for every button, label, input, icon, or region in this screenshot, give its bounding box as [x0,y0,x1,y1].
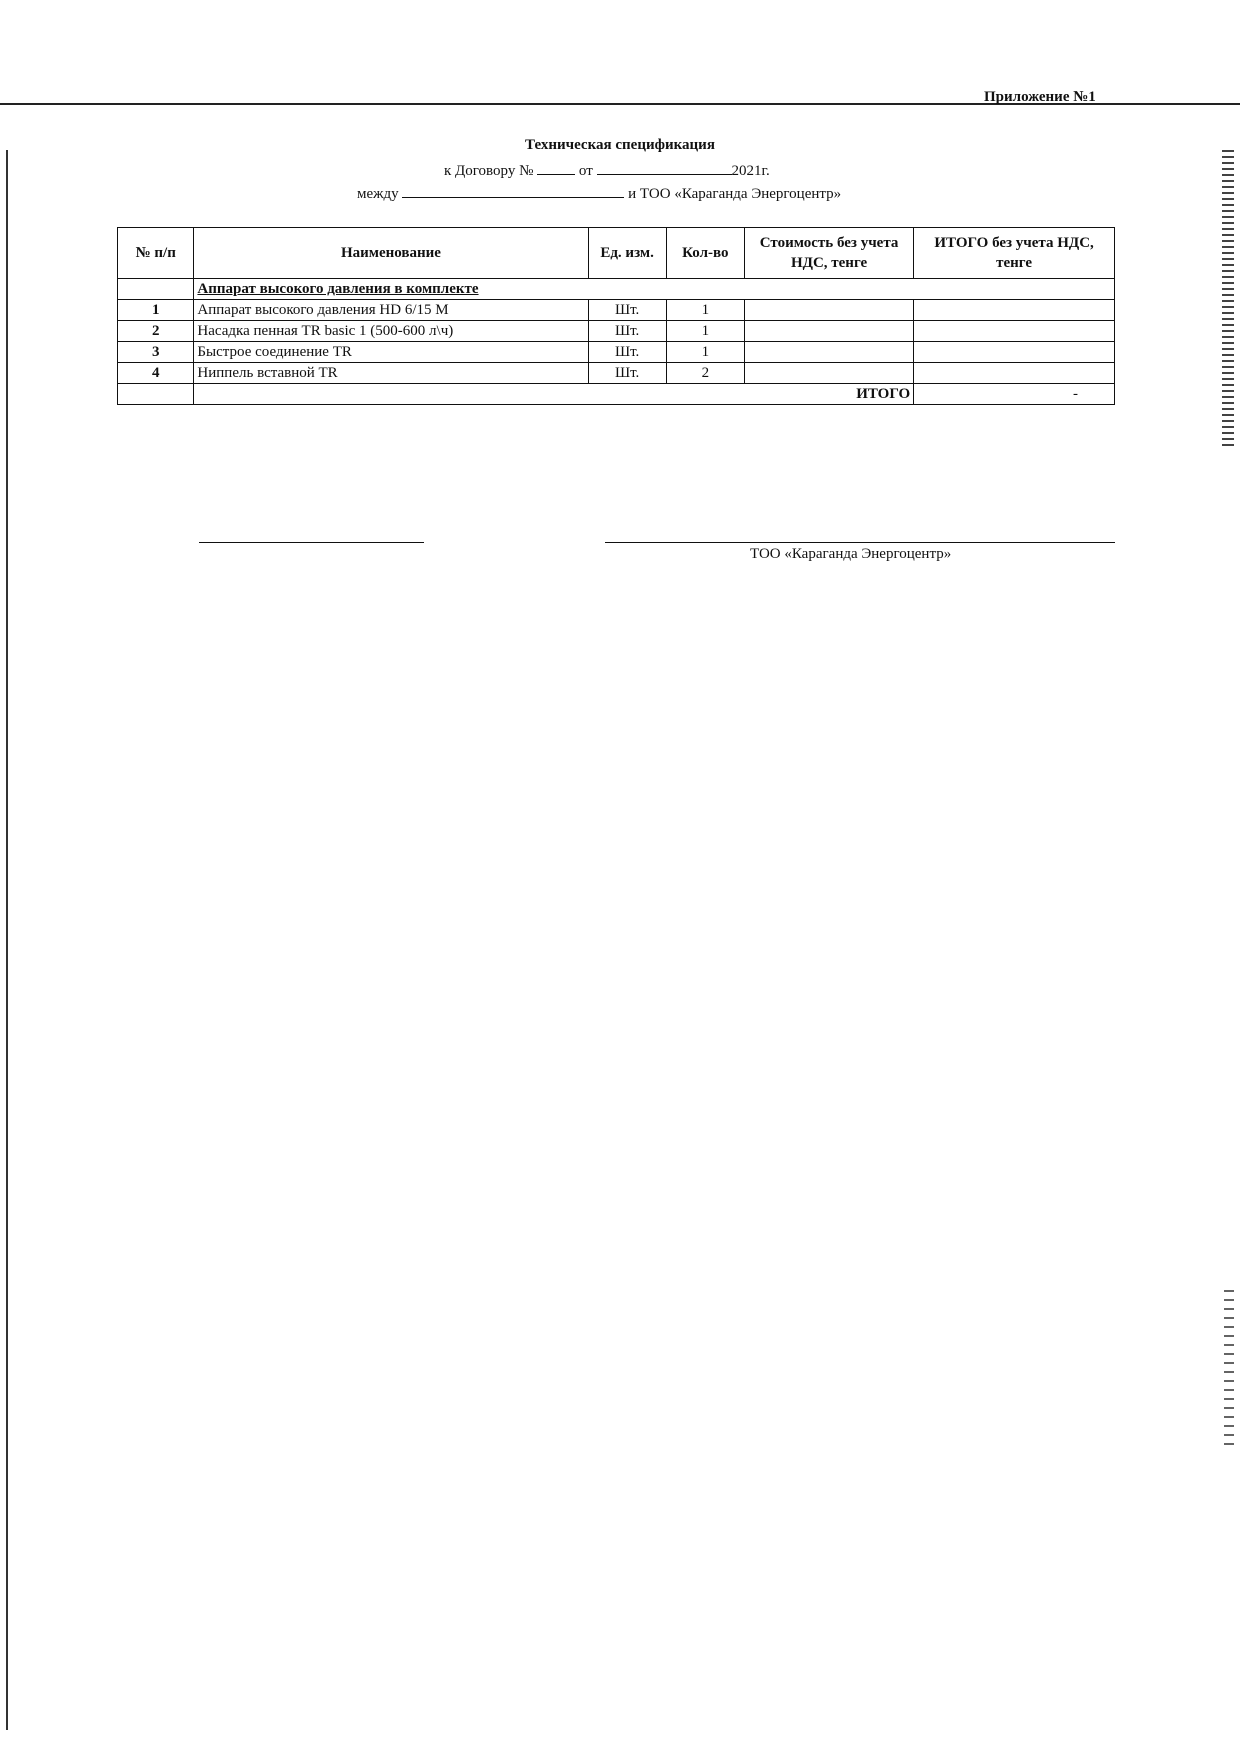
row-name: Быстрое соединение TR [194,342,588,363]
between-party: и ТОО «Караганда Энергоцентр» [628,186,842,202]
total-row [118,384,1115,405]
header-qty: Кол-во [666,228,744,279]
document-title: Техническая спецификация [525,137,715,153]
row-name: Ниппель вставной TR [194,363,588,384]
contract-date-blank [597,160,732,175]
row-cost [745,363,914,384]
header-unit: Ед. изм. [588,228,666,279]
row-qty: 1 [666,300,744,321]
row-unit: Шт. [588,321,666,342]
between-party-blank [402,183,624,198]
row-cost [745,321,914,342]
row-qty: 2 [666,363,744,384]
between-line [357,183,841,203]
row-total [914,342,1115,363]
group-title: Аппарат высокого давления в комплекте [194,279,1115,300]
group-row [118,279,1115,300]
contract-from: от [578,163,593,179]
row-unit: Шт. [588,342,666,363]
row-unit: Шт. [588,363,666,384]
total-label: ИТОГО [194,384,914,405]
contract-year: 2021г. [731,163,770,179]
signature-line-right [605,542,1115,543]
row-unit: Шт. [588,300,666,321]
row-cost [745,300,914,321]
between-prefix: между [357,186,399,202]
contract-prefix: к Договору № [444,163,534,179]
header-num: № п/п [118,228,194,279]
table-header-row [118,228,1115,279]
table-row [118,300,1115,321]
row-name: Аппарат высокого давления HD 6/15 M [194,300,588,321]
row-cost [745,342,914,363]
scan-marks-right [1222,150,1234,450]
specification-table [117,227,1115,405]
row-num: 2 [118,321,194,342]
row-num: 1 [118,300,194,321]
row-total [914,363,1115,384]
row-name: Насадка пенная TR basic 1 (500-600 л\ч) [194,321,588,342]
table-row [118,363,1115,384]
table-row [118,342,1115,363]
signature-caption: ТОО «Караганда Энергоцентр» [750,546,952,562]
row-total [914,300,1115,321]
annex-label: Приложение №1 [984,89,1096,105]
row-num: 4 [118,363,194,384]
total-value: - [914,384,1115,405]
table-row [118,321,1115,342]
header-name: Наименование [194,228,588,279]
header-total: ИТОГО без учета НДС, тенге [914,228,1115,279]
row-total [914,321,1115,342]
row-qty: 1 [666,342,744,363]
group-num-cell [118,279,194,300]
header-cost: Стоимость без учета НДС, тенге [745,228,914,279]
row-num: 3 [118,342,194,363]
contract-line [444,160,770,180]
contract-number-blank [537,160,575,175]
scan-edge-left [6,150,8,1730]
row-qty: 1 [666,321,744,342]
scan-marks-right-lower [1224,1290,1234,1450]
signature-line-left [199,542,424,543]
total-num-cell [118,384,194,405]
